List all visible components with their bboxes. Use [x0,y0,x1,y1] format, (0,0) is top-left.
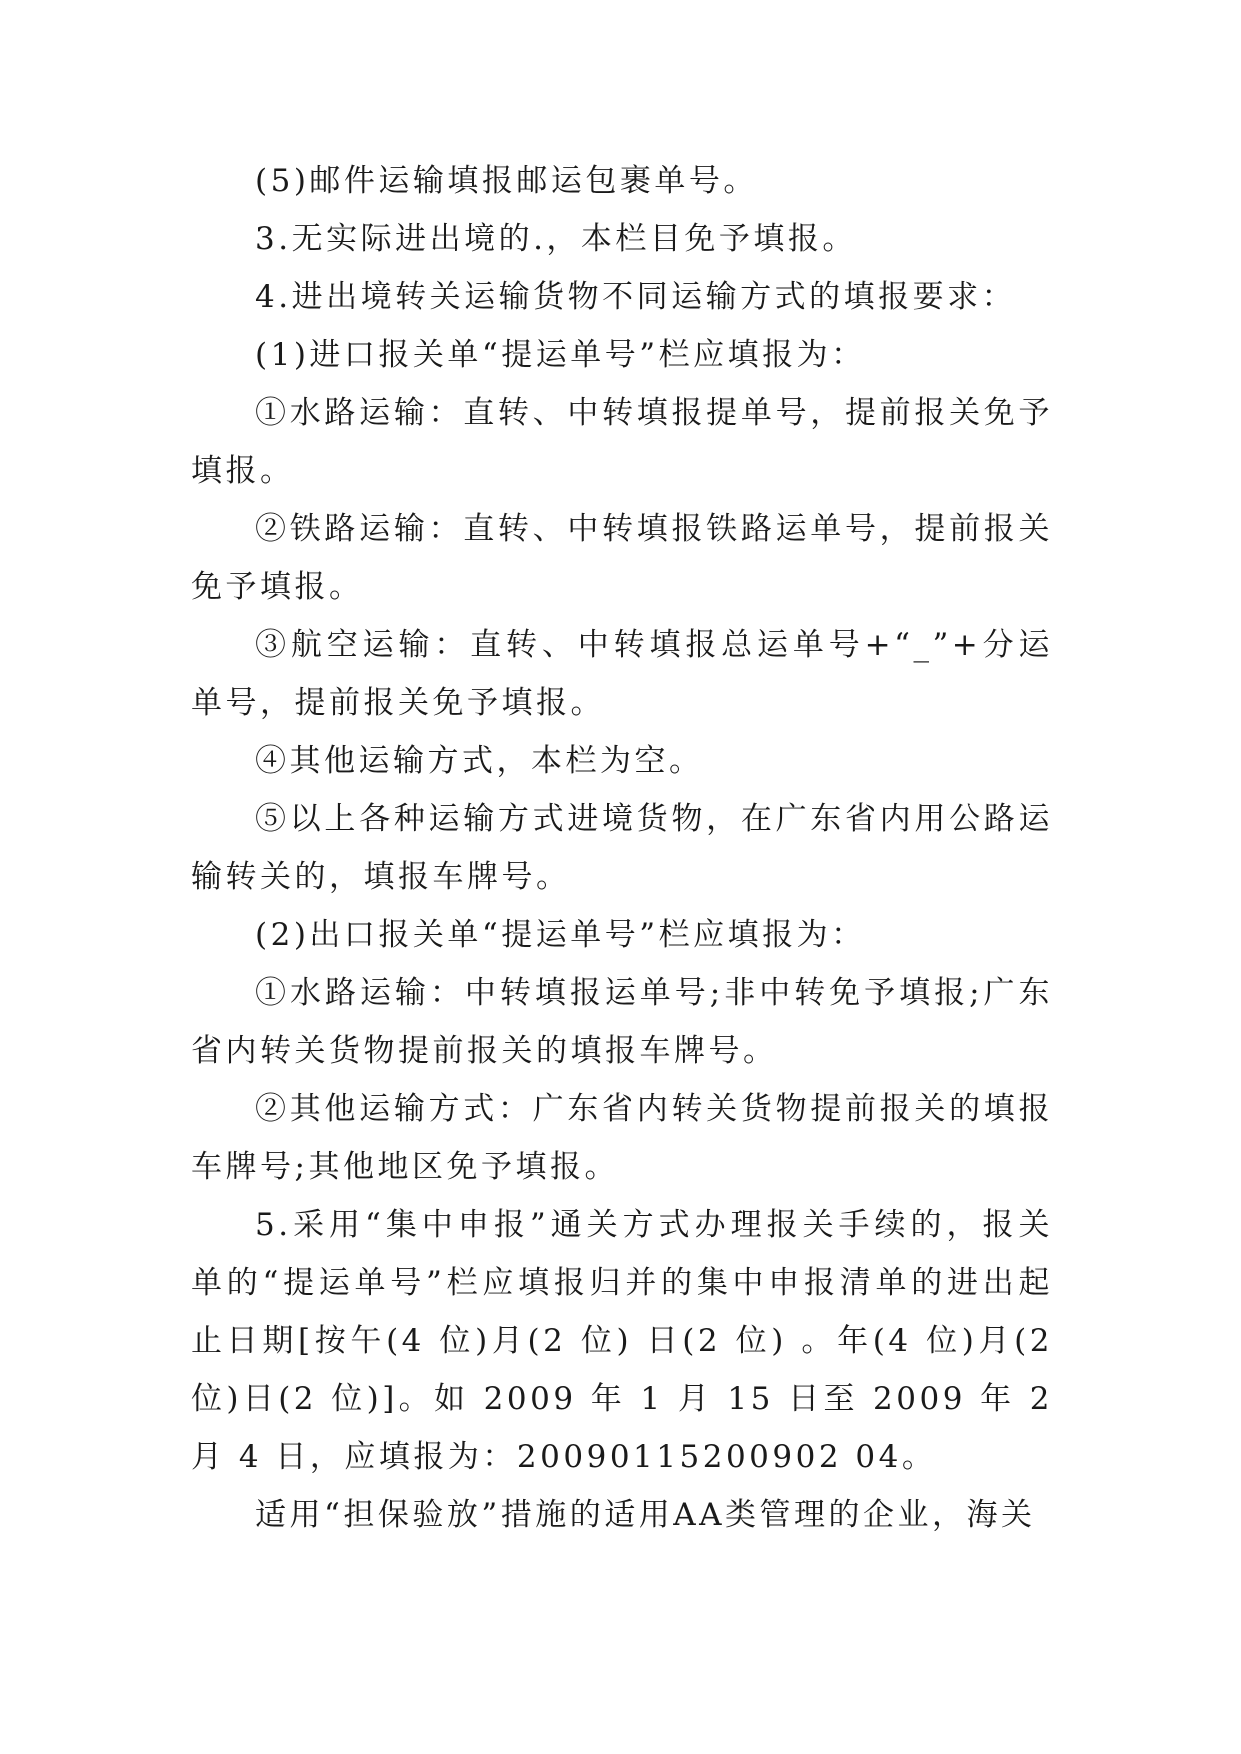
document-body [191,152,1053,1544]
paragraph-centralized-declaration: 5.采用“集中申报”通关方式办理报关手续的，报关单的“提运单号”栏应填报归并的集中申报清单的进出起止日期[按午(4 位)月(2 位) 日(2 位) 。年(4 位)月(2 位)日(2 位)]。如 2009 年 1 月 15 日至 2009 年 2 月 4 日，应填报为：20090115200902 04。 [191,1207,1053,1475]
paragraph-import-railway: ②铁路运输：直转、中转填报铁路运单号，提前报关免予填报。 [191,511,1053,605]
paragraph-no-actual-entry: 3.无实际进出境的.，本栏目免予填报。 [255,221,857,257]
paragraph-import-air: ③航空运输：直转、中转填报总运单号+“_”+分运单号，提前报关免予填报。 [191,627,1053,721]
paragraph-export-waterway: ①水路运输：中转填报运单号;非中转免予填报;广东省内转关货物提前报关的填报车牌号。 [191,975,1053,1069]
paragraph-import-other: ④其他运输方式，本栏为空。 [255,743,704,779]
paragraph-postal-item: (5)邮件运输填报邮运包裹单号。 [255,163,758,199]
paragraph-export-declaration: (2)出口报关单“提运单号”栏应填报为： [255,917,866,953]
paragraph-export-other: ②其他运输方式：广东省内转关货物提前报关的填报车牌号;其他地区免予填报。 [191,1091,1053,1185]
paragraph-import-declaration: (1)进口报关单“提运单号”栏应填报为： [255,337,866,373]
paragraph-transit-requirements: 4.进出境转关运输货物不同运输方式的填报要求： [255,279,1017,315]
paragraph-guarantee-release: 适用“担保验放”措施的适用AA类管理的企业，海关 [255,1497,1036,1533]
paragraph-import-waterway: ①水路运输：直转、中转填报提单号，提前报关免予填报。 [191,395,1053,489]
paragraph-import-guangdong: ⑤以上各种运输方式进境货物，在广东省内用公路运输转关的，填报车牌号。 [191,801,1053,895]
